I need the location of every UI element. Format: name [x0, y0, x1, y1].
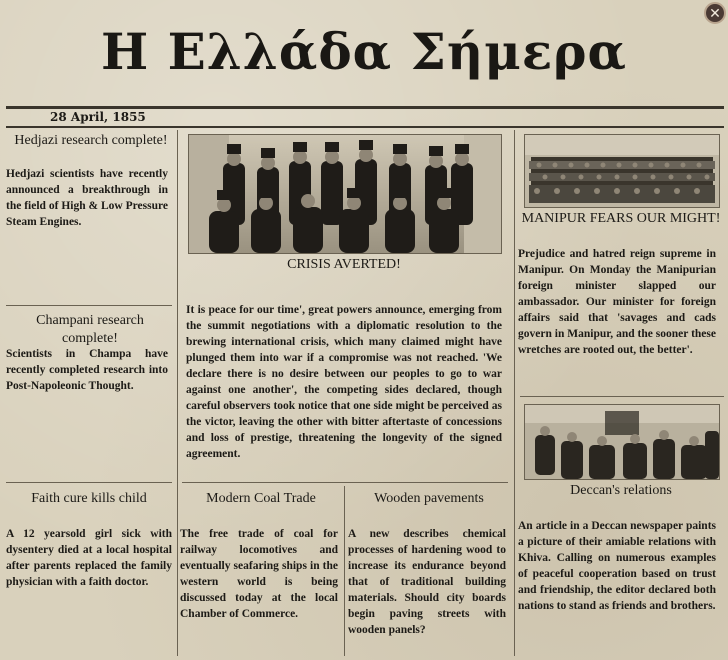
headline-faith-cure: Faith cure kills child — [31, 491, 147, 506]
photo-summit-delegates-graphic — [189, 135, 501, 253]
headline-crisis: CRISIS AVERTED! — [287, 257, 401, 272]
issue-date: 28 April, 1855 — [50, 110, 146, 124]
article-coal-trade: The free trade of coal for railway locomotives and eventually seafaring ships in the western world is being discussed today at the local Chamber of Commerce. — [180, 528, 338, 620]
masthead-rule-top — [6, 106, 724, 109]
divider-right — [520, 396, 724, 397]
photo-manipur-assembly-graphic — [525, 135, 719, 207]
newspaper-masthead: Η Ελλάδα Σήμερα — [100, 22, 627, 81]
photo-summit-delegates — [188, 134, 502, 254]
photo-manipur-assembly — [524, 134, 720, 208]
headline-champani: Champani research complete! — [36, 313, 144, 346]
article-deccan: An article in a Deccan newspaper paints a picture of their amiable relations with Khiva. Calling on numerous examples of peaceful cooperation based on trust and friendship, the editor declared both nations to stand as friends and brothers. — [518, 520, 716, 612]
headline-hedjazi: Hedjazi research complete! — [14, 133, 168, 148]
divider-left-2 — [6, 482, 172, 483]
article-manipur: Prejudice and hatred reign supreme in Manipur. On Monday the Manipurian foreign minister slapped our ambassador. Our minister for foreign affairs said that 'savages and cads govern in Manipur, and the sooner these wretches are rooted out, the better'. — [518, 248, 716, 356]
headline-wooden-pavements: Wooden pavements — [374, 491, 484, 506]
headline-coal-trade: Modern Coal Trade — [206, 491, 316, 506]
close-button[interactable]: ✕ — [704, 2, 726, 24]
photo-deccan-meeting — [524, 404, 720, 480]
divider-left-1 — [6, 305, 172, 306]
headline-deccan: Deccan's relations — [570, 483, 672, 498]
divider-middle — [182, 482, 508, 483]
article-champani: Scientists in Champa have recently completed research into Post-Napoleonic Thought. — [6, 348, 168, 392]
article-faith-cure: A 12 yearsold girl sick with dysentery died at a local hospital after parents replaced the family physician with a faith doctor. — [6, 528, 172, 588]
headline-manipur: MANIPUR FEARS OUR MIGHT! — [521, 211, 721, 226]
article-crisis: It is peace for our time', great powers announce, emerging from the summit negotiations with a diplomatic resolution to the brewing international crisis, which many claimed might have plunged them into war if a compromise was not reached. 'We declare there is no desire between our peoples to go to war against one another', the competing sides declared, though careful observers took notice that one side might be perceived as the victor, leaving the other with bitter aftertaste of concessions and loss of prestige, threatening the longevity of the signed agreement. — [186, 304, 502, 460]
article-wooden-pavements: A new describes chemical processes of hardening wood to increase its endurance beyond that of traditional building materials. Should city boards begin paving streets with wooden panels? — [348, 528, 506, 636]
column-divider-bottom-middle — [344, 486, 345, 656]
photo-deccan-meeting-graphic — [525, 405, 719, 479]
column-divider-right — [514, 130, 515, 656]
article-hedjazi: Hedjazi scientists have recently announced a breakthrough in the field of High & Low Pressure Steam Engines. — [6, 168, 168, 228]
column-divider-left — [177, 130, 178, 656]
masthead-rule-bottom — [6, 126, 724, 128]
